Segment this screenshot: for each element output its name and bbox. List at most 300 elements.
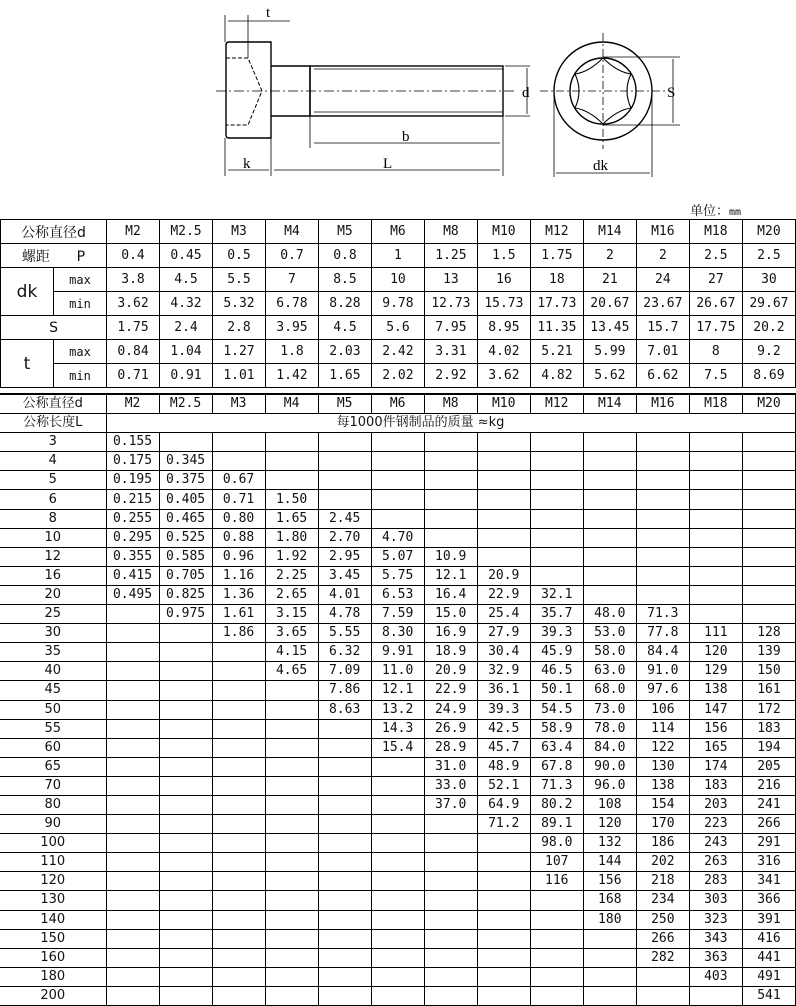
t-max-cell: 8 [689, 340, 742, 364]
mass-cell: 0.67 [212, 471, 265, 490]
mass-cell [636, 547, 689, 566]
mass-cell [371, 815, 424, 834]
table-row [0, 853, 796, 872]
mass-cell: 4.70 [371, 528, 424, 547]
mass-cell [106, 853, 159, 872]
mass-cell: 45.9 [530, 643, 583, 662]
mass-cell [530, 566, 583, 585]
length-cell: 180 [0, 967, 106, 986]
dk-max-cell: 30 [742, 268, 795, 292]
mass-cell [159, 681, 212, 700]
length-cell: 16 [0, 566, 106, 585]
s-cell: 7.95 [424, 316, 477, 340]
mass-cell: 13.2 [371, 700, 424, 719]
mass-cell: 18.9 [424, 643, 477, 662]
pitch-cell: 1.75 [530, 244, 583, 268]
pitch-row [1, 244, 796, 268]
mass-cell: 89.1 [530, 815, 583, 834]
dk-min-cell: 3.62 [107, 292, 160, 316]
dk-min-cell: 20.67 [583, 292, 636, 316]
size-cell: M2.5 [160, 220, 213, 244]
length-cell: 140 [0, 910, 106, 929]
mass-cell: 35.7 [530, 605, 583, 624]
mass-cell [265, 853, 318, 872]
mass-cell: 1.80 [265, 528, 318, 547]
mass-cell [265, 948, 318, 967]
mass-cell [742, 490, 795, 509]
mass-cell: 4.15 [265, 643, 318, 662]
table-row [0, 795, 796, 814]
mass-cell [583, 585, 636, 604]
mass-cell [689, 986, 742, 1005]
mass-cell: 0.405 [159, 490, 212, 509]
mass-cell [424, 452, 477, 471]
mass-cell: 1.65 [265, 509, 318, 528]
mass-cell [212, 853, 265, 872]
mass-cell [477, 948, 530, 967]
length-cell: 30 [0, 624, 106, 643]
size-cell: M16 [636, 220, 689, 244]
label-L: L [383, 156, 393, 172]
size-cell: M6 [371, 394, 424, 414]
mass-cell [318, 834, 371, 853]
table-row [0, 662, 796, 681]
mass-cell: 156 [689, 719, 742, 738]
mass-cell: 1.50 [265, 490, 318, 509]
mass-cell [689, 585, 742, 604]
mass-cell: 12.1 [371, 681, 424, 700]
size-row [1, 220, 796, 244]
size-cell: M18 [689, 394, 742, 414]
mass-cell: 0.96 [212, 547, 265, 566]
dk-min-cell: 5.32 [212, 292, 265, 316]
mass-cell [106, 815, 159, 834]
mass-cell [106, 738, 159, 757]
size-cell: M20 [742, 220, 795, 244]
mass-cell [212, 910, 265, 929]
mass-cell [318, 891, 371, 910]
mass-cell: 108 [583, 795, 636, 814]
mass-cell [318, 471, 371, 490]
dk-min-row [1, 292, 796, 316]
mass-cell: 67.8 [530, 757, 583, 776]
mass-cell: 0.975 [159, 605, 212, 624]
t-min-cell: 4.82 [530, 364, 583, 388]
mass-cell [371, 910, 424, 929]
mass-cell: 11.0 [371, 662, 424, 681]
table-row [0, 490, 796, 509]
mass-cell [318, 853, 371, 872]
length-cell: 120 [0, 872, 106, 891]
mass-cell: 39.3 [530, 624, 583, 643]
mass-cell: 205 [742, 757, 795, 776]
pitch-cell: 0.4 [107, 244, 160, 268]
mass-cell: 97.6 [636, 681, 689, 700]
mass-cell [477, 547, 530, 566]
mass-cell: 3.65 [265, 624, 318, 643]
max-label: max [54, 340, 107, 364]
unit-value: mm [729, 207, 742, 218]
mass-cell: 416 [742, 929, 795, 948]
mass-cell [371, 872, 424, 891]
mass-cell: 84.0 [583, 738, 636, 757]
mass-cell: 42.5 [477, 719, 530, 738]
mass-cell: 73.0 [583, 700, 636, 719]
dk-min-cell: 17.73 [530, 292, 583, 316]
mass-cell [424, 986, 477, 1005]
mass-cell: 150 [742, 662, 795, 681]
size-cell: M3 [212, 220, 265, 244]
t-max-cell: 2.42 [371, 340, 424, 364]
mass-cell: 9.91 [371, 643, 424, 662]
mass-cell: 8.63 [318, 700, 371, 719]
mass-cell [424, 948, 477, 967]
s-cell: 15.7 [636, 316, 689, 340]
size-cell: M8 [424, 394, 477, 414]
mass-cell: 291 [742, 834, 795, 853]
length-cell: 40 [0, 662, 106, 681]
label-dk: dk [593, 158, 608, 174]
mass-cell [371, 967, 424, 986]
mass-cell [530, 509, 583, 528]
mass-cell: 363 [689, 948, 742, 967]
mass-cell [530, 452, 583, 471]
t-min-cell: 0.71 [107, 364, 160, 388]
mass-cell [689, 490, 742, 509]
size-cell: M4 [265, 394, 318, 414]
mass-cell [371, 795, 424, 814]
mass-cell [742, 585, 795, 604]
table-row [0, 681, 796, 700]
mass-cell [318, 948, 371, 967]
s-cell: 4.5 [318, 316, 371, 340]
unit-label [690, 200, 741, 219]
dk-max-cell: 21 [583, 268, 636, 292]
mass-cell [689, 605, 742, 624]
mass-cell: 243 [689, 834, 742, 853]
mass-cell [371, 986, 424, 1005]
length-cell: 80 [0, 795, 106, 814]
mass-cell: 48.0 [583, 605, 636, 624]
mass-cell: 50.1 [530, 681, 583, 700]
mass-cell: 1.16 [212, 566, 265, 585]
mass-cell [583, 547, 636, 566]
mass-cell: 161 [742, 681, 795, 700]
mass-cell [636, 566, 689, 585]
label-k: k [243, 156, 251, 172]
dk-min-cell: 23.67 [636, 292, 689, 316]
mass-cell [583, 967, 636, 986]
mass-cell: 186 [636, 834, 689, 853]
mass-cell: 27.9 [477, 624, 530, 643]
mass-cell: 78.0 [583, 719, 636, 738]
mass-cell: 111 [689, 624, 742, 643]
mass-cell: 0.355 [106, 547, 159, 566]
mass-cell: 58.9 [530, 719, 583, 738]
length-cell: 65 [0, 757, 106, 776]
mass-cell [212, 700, 265, 719]
mass-cell: 216 [742, 776, 795, 795]
mass-cell [106, 700, 159, 719]
mass-cell: 154 [636, 795, 689, 814]
mass-cell: 0.80 [212, 509, 265, 528]
mass-cell [424, 853, 477, 872]
mass-cell: 316 [742, 853, 795, 872]
mass-cell: 36.1 [477, 681, 530, 700]
mass-cell [636, 490, 689, 509]
table-row [0, 528, 796, 547]
mass-cell: 8.30 [371, 624, 424, 643]
s-label: S [1, 316, 107, 340]
dk-max-cell: 24 [636, 268, 689, 292]
mass-cell [212, 757, 265, 776]
mass-cell: 32.9 [477, 662, 530, 681]
mass-cell [371, 452, 424, 471]
s-cell: 1.75 [107, 316, 160, 340]
mass-cell [265, 986, 318, 1005]
mass-cell: 80.2 [530, 795, 583, 814]
mass-cell: 203 [689, 795, 742, 814]
mass-cell [424, 891, 477, 910]
mass-cell: 14.3 [371, 719, 424, 738]
t-max-cell: 4.02 [477, 340, 530, 364]
mass-cell [265, 681, 318, 700]
mass-cell: 2.25 [265, 566, 318, 585]
dk-max-cell: 8.5 [318, 268, 371, 292]
table-row [0, 910, 796, 929]
mass-cell [106, 872, 159, 891]
mass-cell: 138 [636, 776, 689, 795]
mass-size-row [0, 394, 796, 414]
mass-cell [106, 795, 159, 814]
table-row [0, 929, 796, 948]
mass-cell: 4.78 [318, 605, 371, 624]
mass-cell [477, 834, 530, 853]
mass-cell [159, 757, 212, 776]
mass-cell [106, 967, 159, 986]
mass-cell [742, 452, 795, 471]
mass-cell: 263 [689, 853, 742, 872]
t-max-cell: 7.01 [636, 340, 689, 364]
t-max-cell: 5.99 [583, 340, 636, 364]
mass-cell: 491 [742, 967, 795, 986]
mass-cell: 341 [742, 872, 795, 891]
mass-cell: 0.255 [106, 509, 159, 528]
mass-cell [583, 528, 636, 547]
mass-cell: 218 [636, 872, 689, 891]
mass-cell: 223 [689, 815, 742, 834]
size-cell: M10 [477, 220, 530, 244]
mass-cell: 194 [742, 738, 795, 757]
mass-cell [530, 986, 583, 1005]
nominal-diameter-label: 公称直径d [0, 394, 106, 414]
mass-cell: 4.01 [318, 585, 371, 604]
nominal-length-label: 公称长度L [0, 414, 106, 433]
mass-cell [424, 433, 477, 452]
mass-cell: 16.4 [424, 585, 477, 604]
size-cell: M3 [212, 394, 265, 414]
t-min-cell: 1.01 [212, 364, 265, 388]
mass-cell [636, 433, 689, 452]
mass-cell [742, 509, 795, 528]
mass-cell [159, 815, 212, 834]
mass-cell [318, 986, 371, 1005]
s-cell: 2.8 [212, 316, 265, 340]
mass-cell [106, 910, 159, 929]
t-min-cell: 8.69 [742, 364, 795, 388]
mass-cell: 116 [530, 872, 583, 891]
size-cell: M12 [530, 394, 583, 414]
dk-min-cell: 12.73 [424, 292, 477, 316]
pitch-cell: 2 [636, 244, 689, 268]
mass-cell [477, 509, 530, 528]
mass-cell [424, 528, 477, 547]
mass-cell [530, 910, 583, 929]
mass-cell: 2.65 [265, 585, 318, 604]
mass-cell [159, 910, 212, 929]
mass-cell [159, 700, 212, 719]
mass-cell: 6.32 [318, 643, 371, 662]
t-min-cell: 6.62 [636, 364, 689, 388]
mass-cell [159, 986, 212, 1005]
mass-cell [583, 452, 636, 471]
length-cell: 60 [0, 738, 106, 757]
mass-cell [742, 433, 795, 452]
mass-cell [371, 509, 424, 528]
t-min-cell: 7.5 [689, 364, 742, 388]
mass-cell [636, 528, 689, 547]
table-row [0, 624, 796, 643]
mass-cell [371, 891, 424, 910]
label-d: d [522, 85, 530, 101]
mass-cell: 343 [689, 929, 742, 948]
length-cell: 45 [0, 681, 106, 700]
mass-cell: 52.1 [477, 776, 530, 795]
mass-cell [318, 872, 371, 891]
mass-cell: 0.195 [106, 471, 159, 490]
size-cell: M4 [265, 220, 318, 244]
mass-cell [530, 547, 583, 566]
dk-max-cell: 18 [530, 268, 583, 292]
mass-cell [689, 566, 742, 585]
size-cell: M20 [742, 394, 795, 414]
mass-cell: 172 [742, 700, 795, 719]
mass-cell: 0.705 [159, 566, 212, 585]
mass-cell: 0.345 [159, 452, 212, 471]
mass-cell [318, 738, 371, 757]
mass-cell: 98.0 [530, 834, 583, 853]
mass-cell [477, 967, 530, 986]
mass-cell: 5.55 [318, 624, 371, 643]
mass-cell [318, 815, 371, 834]
mass-cell: 2.70 [318, 528, 371, 547]
mass-cell: 0.525 [159, 528, 212, 547]
mass-cell: 183 [742, 719, 795, 738]
mass-cell [742, 605, 795, 624]
mass-cell [742, 566, 795, 585]
mass-cell [212, 967, 265, 986]
mass-cell: 48.9 [477, 757, 530, 776]
mass-cell [424, 509, 477, 528]
mass-cell: 266 [742, 815, 795, 834]
table-row [0, 815, 796, 834]
dk-min-cell: 29.67 [742, 292, 795, 316]
mass-cell [318, 757, 371, 776]
mass-cell: 45.7 [477, 738, 530, 757]
mass-cell: 120 [689, 643, 742, 662]
pitch-cell: 2.5 [742, 244, 795, 268]
table-row [0, 585, 796, 604]
s-cell: 11.35 [530, 316, 583, 340]
length-cell: 55 [0, 719, 106, 738]
mass-cell: 15.0 [424, 605, 477, 624]
mass-cell [636, 967, 689, 986]
table-row [0, 719, 796, 738]
mass-cell [106, 986, 159, 1005]
dimensions-table [0, 219, 796, 388]
mass-cell: 168 [583, 891, 636, 910]
mass-cell [636, 509, 689, 528]
t-max-row [1, 340, 796, 364]
size-cell: M5 [318, 394, 371, 414]
t-max-cell: 1.04 [160, 340, 213, 364]
mass-cell [106, 948, 159, 967]
mass-cell: 1.36 [212, 585, 265, 604]
mass-cell [477, 490, 530, 509]
t-max-cell: 1.8 [265, 340, 318, 364]
min-label: min [54, 292, 107, 316]
mass-cell [318, 719, 371, 738]
nominal-diameter-label: 公称直径d [1, 220, 107, 244]
s-cell: 17.75 [689, 316, 742, 340]
length-cell: 3 [0, 433, 106, 452]
mass-cell [477, 452, 530, 471]
dk-max-cell: 10 [371, 268, 424, 292]
t-label: t [1, 340, 54, 388]
length-cell: 20 [0, 585, 106, 604]
dk-max-cell: 16 [477, 268, 530, 292]
length-cell: 12 [0, 547, 106, 566]
size-cell: M16 [636, 394, 689, 414]
mass-cell [106, 929, 159, 948]
mass-cell [477, 433, 530, 452]
mass-cell [265, 834, 318, 853]
label-b: b [402, 129, 410, 145]
mass-cell: 12.1 [424, 566, 477, 585]
mass-cell [371, 433, 424, 452]
mass-cell [530, 490, 583, 509]
mass-cell: 16.9 [424, 624, 477, 643]
mass-cell [318, 490, 371, 509]
mass-cell [477, 528, 530, 547]
screw-drawing [0, 0, 796, 190]
table-row [0, 757, 796, 776]
size-cell: M2 [107, 220, 160, 244]
t-max-cell: 3.31 [424, 340, 477, 364]
mass-cell [212, 452, 265, 471]
mass-cell [583, 471, 636, 490]
dk-max-cell: 4.5 [160, 268, 213, 292]
length-cell: 10 [0, 528, 106, 547]
mass-cell [106, 776, 159, 795]
length-cell: 150 [0, 929, 106, 948]
size-cell: M10 [477, 394, 530, 414]
mass-cell [530, 929, 583, 948]
length-cell: 100 [0, 834, 106, 853]
mass-cell [159, 719, 212, 738]
mass-cell [689, 547, 742, 566]
s-row [1, 316, 796, 340]
